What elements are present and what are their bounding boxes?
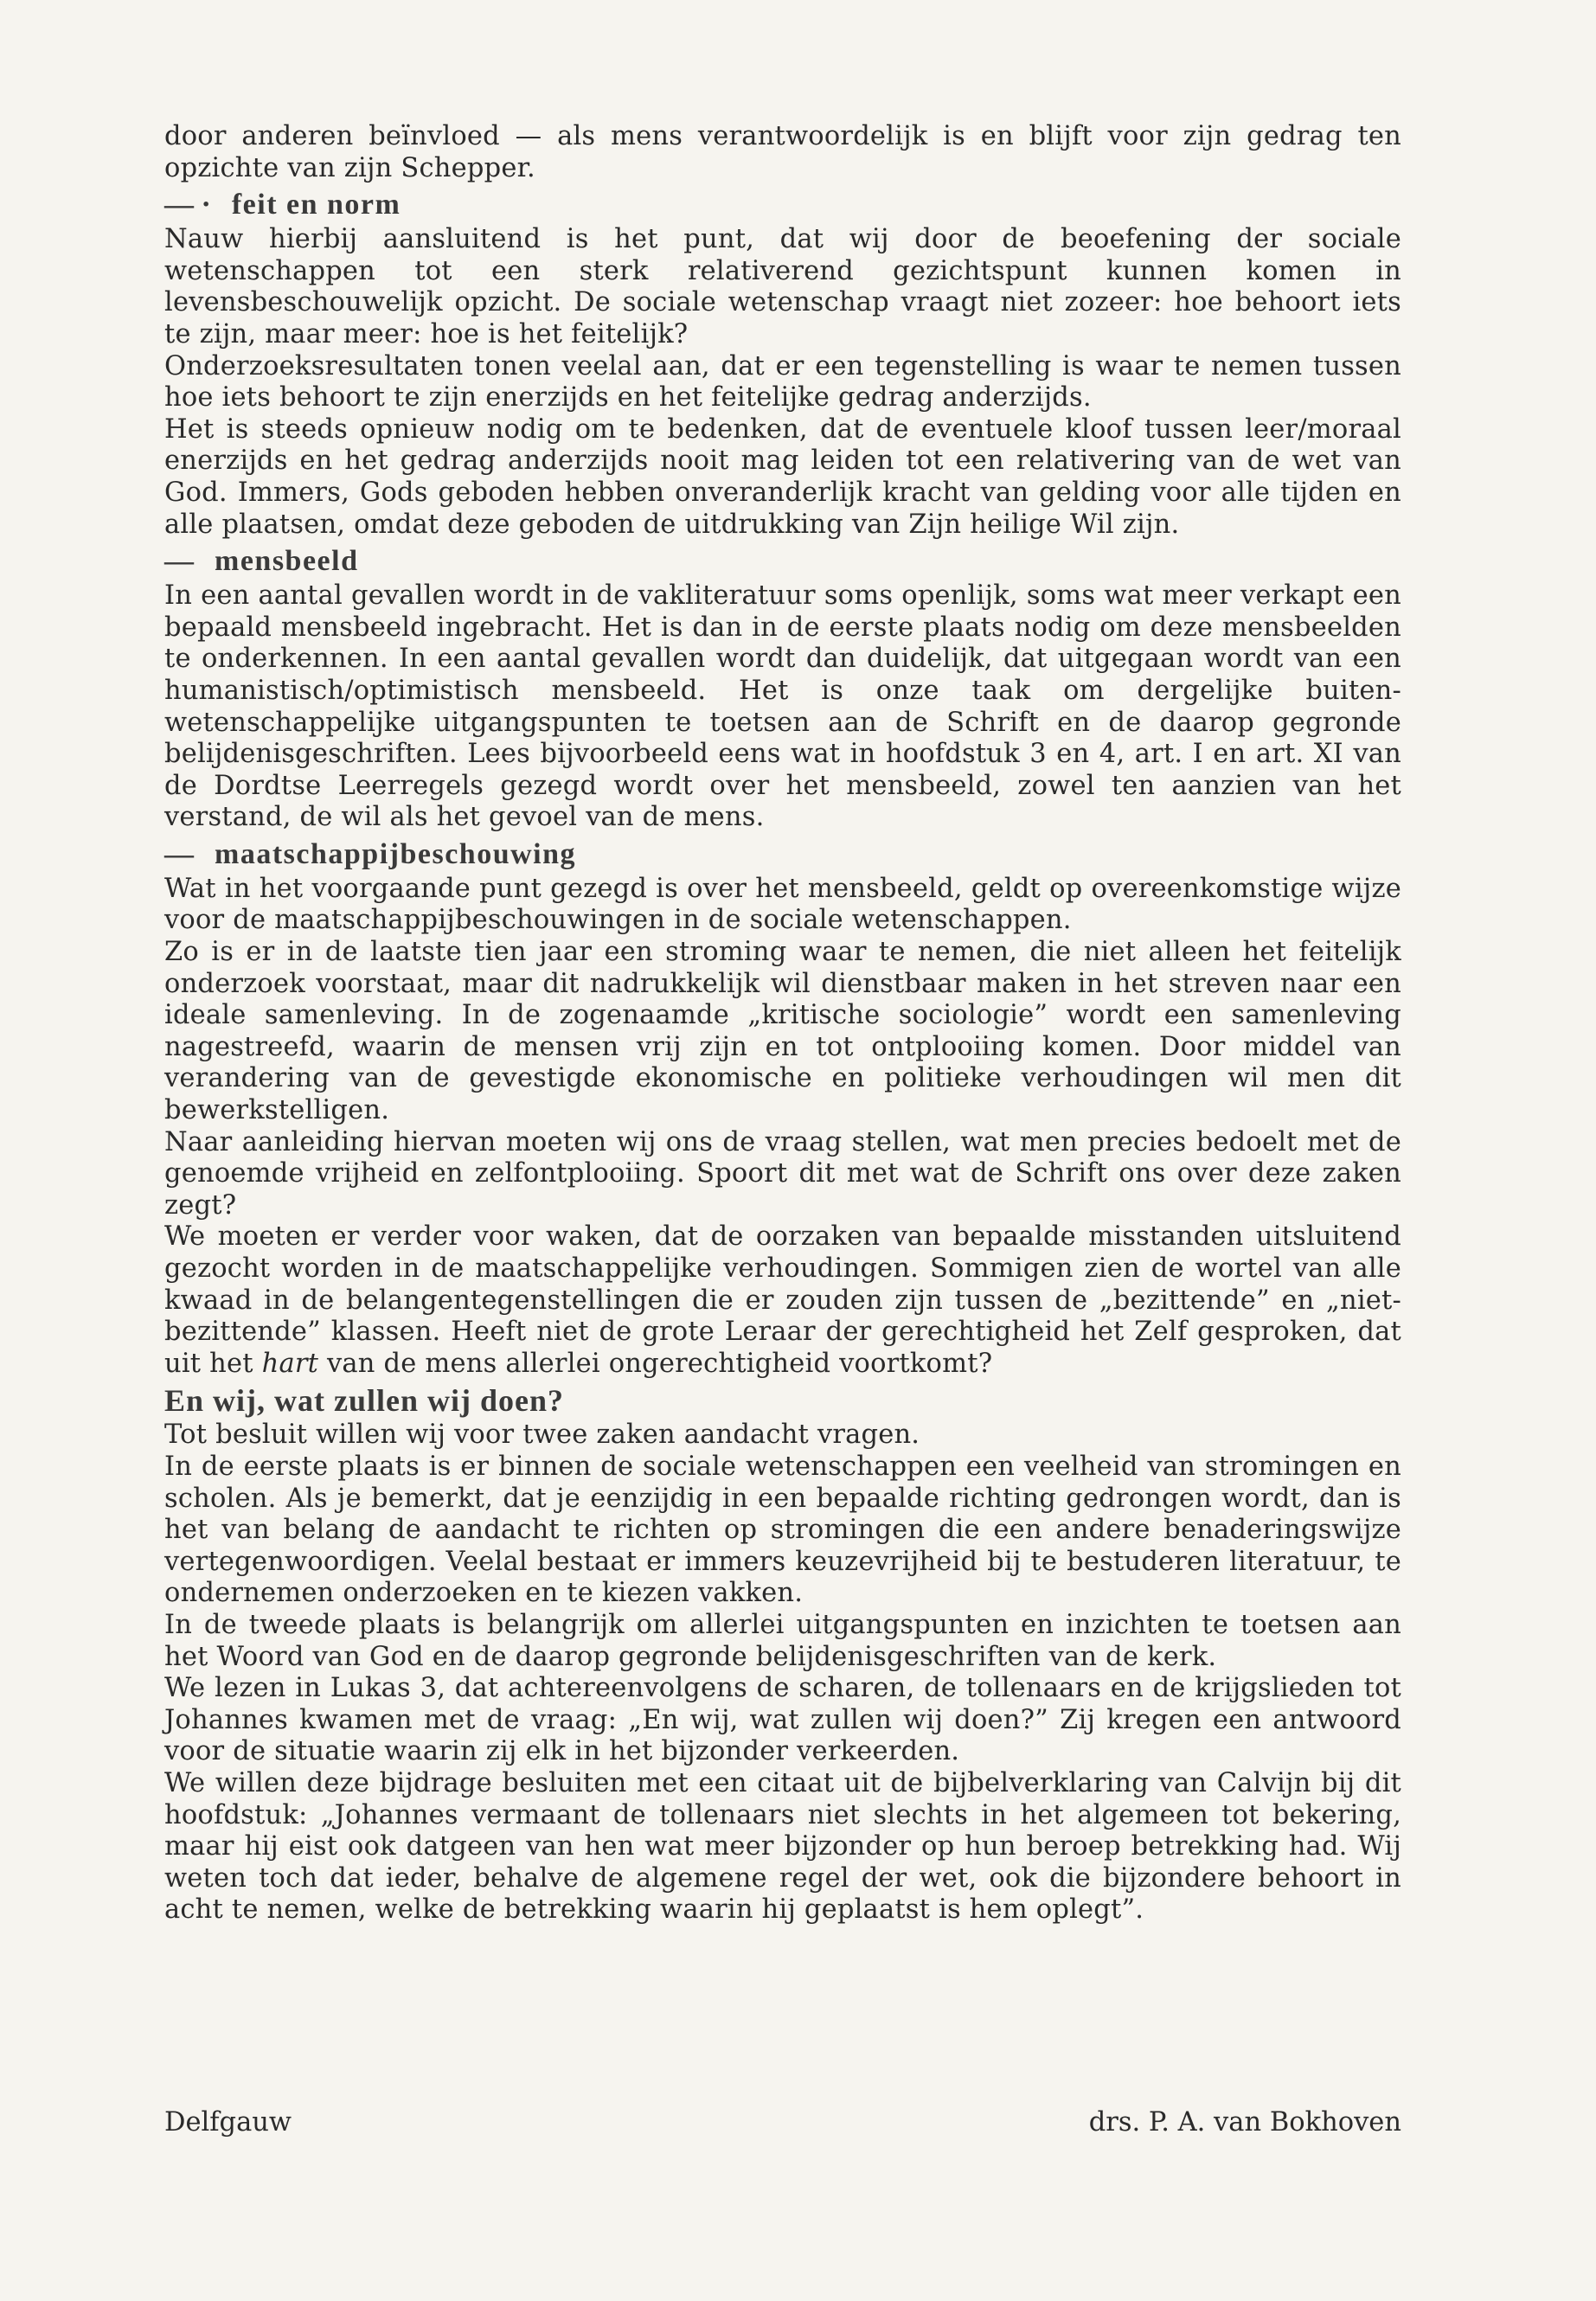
heading-text: En wij, wat zullen wij doen? [164, 1383, 565, 1419]
heading-dash: — · [164, 189, 211, 221]
paragraph: Wat in het voorgaande punt gezegd is over het mensbeeld, geldt op overeenkomstige wijze voor de maatschappijbeschouwingen in de sociale wetenschappen. [164, 873, 1401, 936]
signature-place: Delfgauw [164, 2107, 292, 2138]
heading-feit-en-norm [164, 188, 1401, 222]
paragraph: We willen deze bijdrage besluiten met een citaat uit de bijbelverklaring van Calvijn bij dit hoofdstuk: „Johannes vermaant de tollenaars niet slechts in het algemeen tot bekering, maar hij eist ook datgeen van hen wat meer bijzonder op hun beroep betrekking had. Wij weten toch dat ieder, behalve de algemene regel der wet, ook die bijzondere behoort in acht te nemen, welke de betrekking waarin hij geplaatst is hem oplegt”. [164, 1767, 1401, 1926]
paragraph: In een aantal gevallen wordt in de vakliteratuur soms openlijk, soms wat meer verkapt een bepaald mensbeeld ingebracht. Het is dan in de eerste plaats nodig om deze mensbeelden te onderkennen. In een aantal gevallen wordt dan duidelijk, dat uitgegaan wordt van een humanistisch/optimistisch mensbeeld. Het is onze taak om dergelijke buiten-wetenschappelijke uitgangspunten te toetsen aan de Schrift en de daarop gegronde belijdenisgeschriften. Lees bijvoorbeeld eens wat in hoofdstuk 3 en 4, art. I en art. XI van de Dordtse Leerregels gezegd wordt over het mensbeeld, zowel ten aanzien van het verstand, de wil als het gevoel van de mens. [164, 580, 1401, 833]
heading-text: maatschappijbeschouwing [215, 837, 577, 870]
paragraph-with-emphasis [164, 1221, 1401, 1380]
paragraph: In de eerste plaats is er binnen de sociale wetenschappen een veelheid van stromingen en scholen. Als je bemerkt, dat je eenzijdig in een bepaalde richting gedrongen wordt, dan is het van belang de aandacht te richten op stromingen die een andere benaderingswijze vertegenwoordigen. Veelal bestaat er immers keuzevrijheid bij te bestuderen literatuur, te ondernemen onderzoeken en te kiezen vakken. [164, 1451, 1401, 1609]
heading-text: mensbeeld [215, 545, 359, 578]
heading-en-wij-wat-zullen-wij-doen [164, 1383, 1401, 1418]
paragraph: Nauw hierbij aansluitend is het punt, dat wij door de beoefening der sociale wetenschappen tot een sterk relativerend gezichtspunt kunnen komen in levensbeschouwelijk opzicht. De sociale wetenschap vraagt niet zozeer: hoe behoort iets te zijn, maar meer: hoe is het feitelijk? [164, 224, 1401, 349]
paragraph: We lezen in Lukas 3, dat achtereenvolgens de scharen, de tollenaars en de krijgslieden tot Johannes kwamen met de vraag: „En wij, wat zullen wij doen?” Zij kregen een antwoord voor de situatie waarin zij elk in het bijzonder verkeerden. [164, 1673, 1401, 1767]
intro-paragraph: door anderen beïnvloed — als mens verantwoordelijk is en blijft voor zijn gedrag ten opzichte van zijn Schepper. [164, 121, 1401, 183]
heading-dash: — [164, 545, 194, 578]
heading-maatschappijbeschouwing [164, 837, 1401, 872]
paragraph-part: We moeten er verder voor waken, dat de oorzaken van bepaalde misstanden uitsluitend gezocht worden in de maatschappelijke verhoudingen. Sommigen zien de wortel van alle kwaad in de belangentegenstellingen die er zouden zijn tussen de „bezittende” en „niet-bezittende” klassen. Heeft niet de grote Leraar der gerechtigheid het Zelf gesproken, dat uit het [164, 1221, 1401, 1379]
signature-author: drs. P. A. van Bokhoven [1088, 2107, 1401, 2138]
heading-mensbeeld [164, 544, 1401, 579]
paragraph-part: van de mens allerlei ongerechtigheid voortkomt? [326, 1348, 993, 1379]
paragraph: In de tweede plaats is belangrijk om allerlei uitgangspunten en inzichten te toetsen aan het Woord van God en de daarop gegronde belijdenisgeschriften van de kerk. [164, 1609, 1401, 1672]
heading-text: feit en norm [231, 189, 401, 221]
heading-dash: — [164, 837, 194, 870]
article-body [164, 121, 1401, 1926]
emphasis-word: hart [261, 1348, 319, 1379]
paragraph: Het is steeds opnieuw nodig om te bedenken, dat de eventuele kloof tussen leer/moraal enerzijds en het gedrag anderzijds nooit mag leiden tot een relativering van de wet van God. Immers, Gods geboden hebben onveranderlijk kracht van gelding voor alle tijden en alle plaatsen, omdat deze geboden de uitdrukking van Zijn heilige Wil zijn. [164, 413, 1401, 540]
paragraph: Naar aanleiding hiervan moeten wij ons de vraag stellen, wat men precies bedoelt met de genoemde vrijheid en zelfontplooiing. Spoort dit met wat de Schrift ons over deze zaken zegt? [164, 1126, 1401, 1221]
paragraph: Tot besluit willen wij voor twee zaken aandacht vragen. [164, 1420, 920, 1451]
paragraph: Zo is er in de laatste tien jaar een stroming waar te nemen, die niet alleen het feitelijk onderzoek voorstaat, maar dit nadrukkelijk wil dienstbaar maken in het streven naar een ideale samenleving. In de zogenaamde „kritische sociologie” wordt een samenleving nagestreefd, waarin de mensen vrij zijn en tot ontplooiing komen. Door middel van verandering van de gevestigde ekonomische en politieke verhoudingen wil men dit bewerkstelligen. [164, 937, 1401, 1126]
paragraph: Onderzoeksresultaten tonen veelal aan, dat er een tegenstelling is waar te nemen tussen hoe iets behoort te zijn enerzijds en het feitelijke gedrag anderzijds. [164, 350, 1401, 413]
signature-line [164, 2107, 1401, 2138]
